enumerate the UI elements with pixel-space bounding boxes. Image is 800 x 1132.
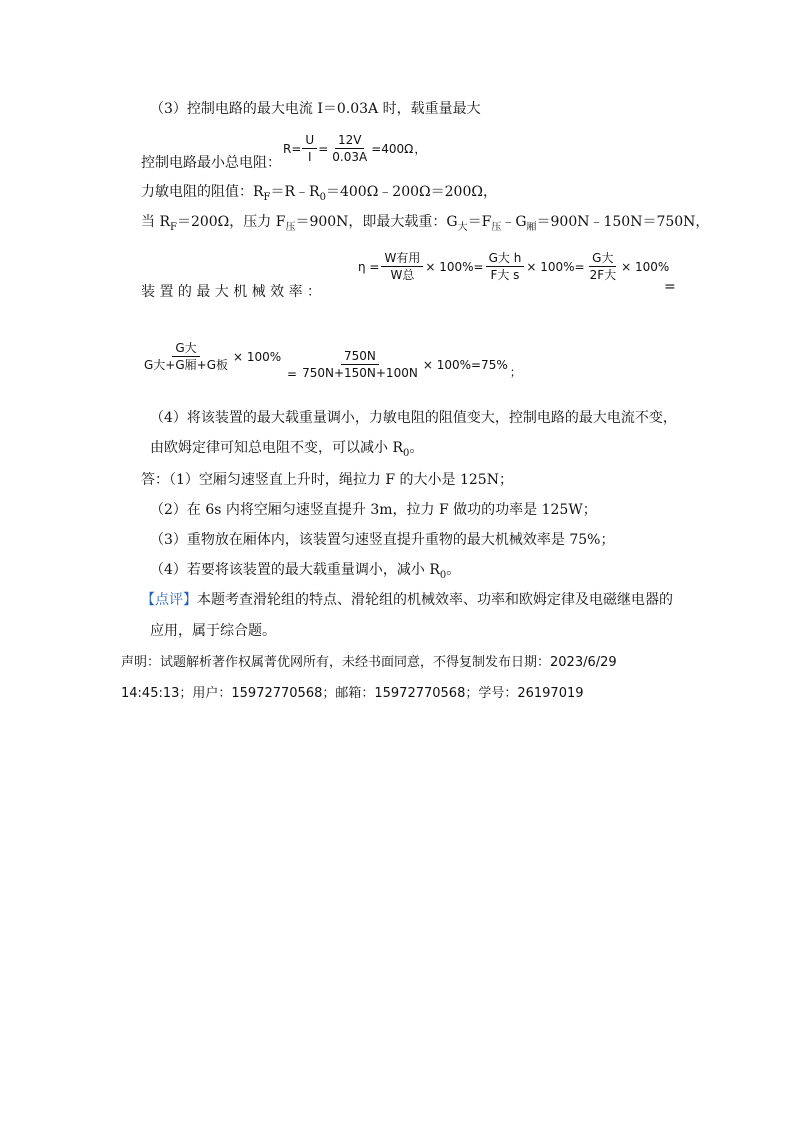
rf-line [141, 181, 497, 203]
comment-line2: 应用，属于综合题。 [150, 623, 276, 639]
gmax-p6: ＝900N﹣150N＝750N， [536, 214, 710, 230]
sub-0: 0 [319, 191, 326, 203]
efficiency-formula [358, 250, 669, 283]
answer-4a: （4）若要将该装置的最大载重量调小，减小 R [150, 562, 440, 578]
voltage-value: 12V [335, 132, 364, 149]
rf-label: 力敏电阻的阻值：R [141, 184, 264, 200]
resistance-result: =400Ω [371, 141, 414, 156]
answer-4b: 。 [446, 562, 461, 578]
footer-line1: 声明：试题解析著作权属菁优网所有，未经书面同意，不得复制发布日期：2023/6/29 [121, 655, 617, 670]
semicolon: ； [509, 365, 522, 379]
eq-sign: = [287, 366, 298, 381]
part4-line1: （4）将该装置的最大载重量调小，力敏电阻的阻值变大，控制电路的最大电流不变， [150, 410, 677, 426]
times-100-3: × 100% [621, 259, 670, 274]
footer-line2: 14:45:13；用户：15972770568；邮箱：15972770568；学号：26197019 [121, 686, 584, 701]
g-da: G大 [589, 250, 616, 267]
sub-0: 0 [439, 569, 447, 581]
comment-line1 [141, 589, 673, 609]
two-f: 2F大 [589, 268, 617, 282]
trailing-equals: = [664, 279, 676, 295]
sub-f: F [263, 191, 271, 203]
gmax-p3: ＝900N，即最大载重：G [295, 214, 458, 230]
efficiency-label: 装 置 的 最 大 机 械 效 率 ： [141, 284, 322, 300]
gmax-p4: ＝F [467, 214, 492, 230]
gmax-p1: 当 R [141, 214, 170, 230]
times-100-1: × 100%= [425, 259, 484, 274]
comment-tag: 【点评】 [141, 592, 197, 608]
efficiency-calc [287, 348, 522, 381]
g-h: G大 h [486, 250, 525, 267]
g-sum: G大+G厢+G板 [144, 358, 229, 372]
eq-sign: = [318, 141, 329, 156]
n-sum: 750N+150N+100N [302, 366, 418, 380]
times-100: × 100% [233, 349, 282, 364]
times-100-2: × 100%= [526, 259, 585, 274]
sub-xiang: 厢 [526, 221, 537, 233]
current-value: 0.03A [332, 150, 368, 164]
result-75: × 100%=75% [422, 357, 508, 372]
w-useful: W有用 [381, 250, 423, 267]
g-da: G大 [172, 340, 199, 357]
rf-calc: ＝400Ω﹣200Ω＝200Ω， [325, 184, 497, 200]
answer-3: （3）重物放在厢体内，该装置匀速竖直提升重物的最大机械效率是 75%； [150, 532, 615, 548]
r-eq: R= [283, 141, 302, 156]
comma: ， [414, 142, 427, 156]
f-s: F大 s [490, 268, 520, 282]
u-symbol: U [302, 132, 317, 149]
efficiency-formula-2 [141, 340, 281, 373]
gmax-line [141, 211, 709, 233]
gmax-p5: ﹣G [501, 214, 527, 230]
answer-1: 答：（1）空厢匀速竖直上升时，绳拉力 F 的大小是 125N； [141, 472, 513, 488]
min-resistance-formula [283, 132, 426, 165]
sub-ya2: 压 [491, 221, 502, 233]
comment-text: 本题考查滑轮组的特点、滑轮组的机械效率、功率和欧姆定律及电磁继电器的 [197, 592, 673, 608]
part4-line2a: 由欧姆定律可知总电阻不变，可以减小 R [150, 440, 403, 456]
w-total: W总 [390, 268, 415, 282]
n750: 750N [341, 348, 379, 365]
sub-f: F [170, 221, 177, 233]
eta: η = [358, 259, 380, 274]
i-symbol: I [308, 150, 312, 164]
sub-da: 大 [457, 221, 468, 233]
sub-0: 0 [403, 447, 410, 459]
rf-rest: ＝R﹣R [270, 184, 320, 200]
min-resistance-label: 控制电路最小总电阻： [141, 155, 281, 171]
gmax-p2: ＝200Ω，压力 F [176, 214, 286, 230]
part4-line2 [150, 437, 423, 459]
part4-line2b: 。 [409, 440, 424, 456]
answer-2: （2）在 6s 内将空厢匀速竖直提升 3m，拉力 F 做功的功率是 125W； [150, 502, 597, 518]
sub-ya: 压 [285, 221, 296, 233]
answer-4 [150, 559, 460, 581]
part3-line: （3）控制电路的最大电流 I＝0.03A 时，载重量最大 [150, 101, 481, 117]
